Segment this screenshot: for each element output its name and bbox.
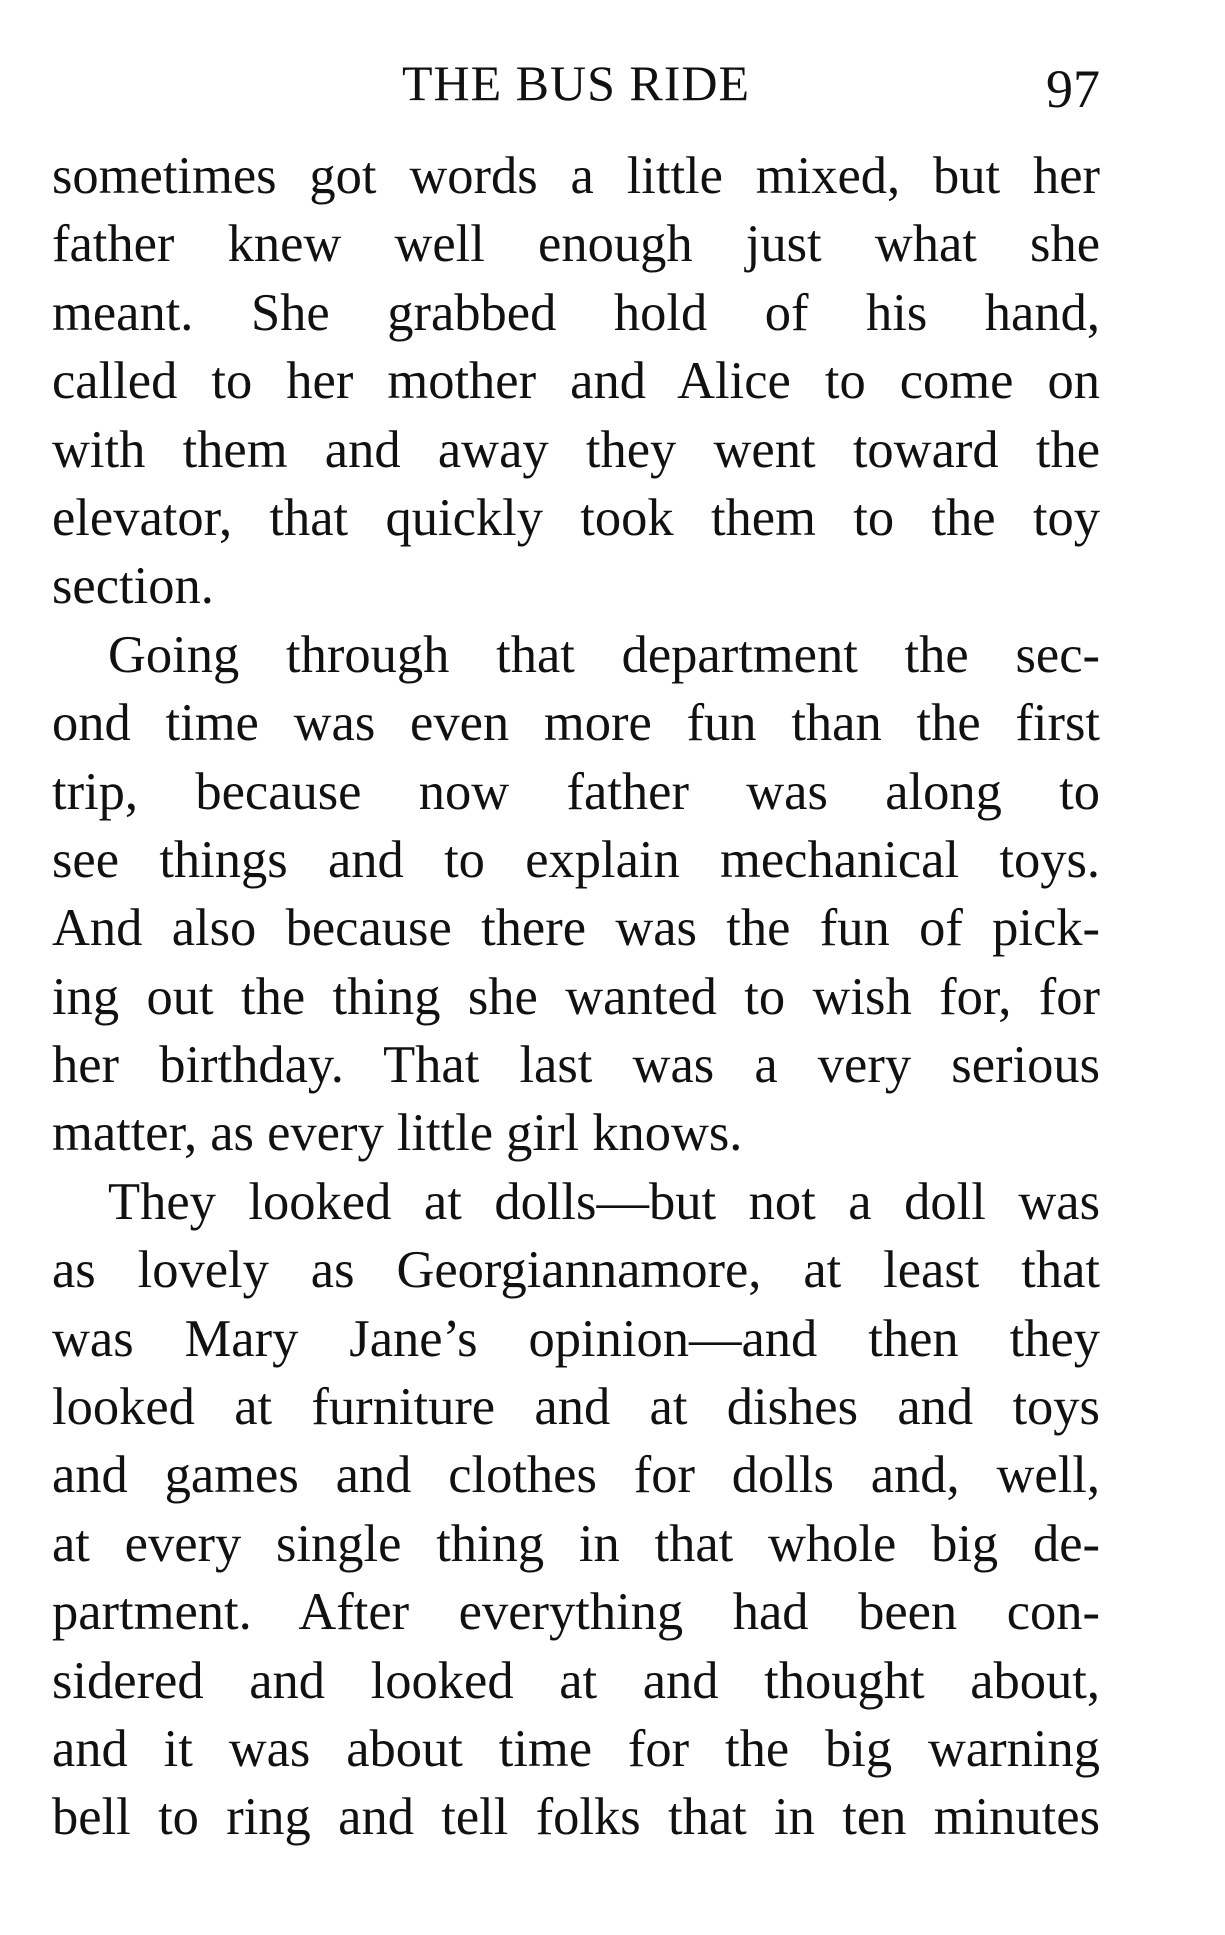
text-line: as lovely as Georgiannamore, at least that (52, 1241, 1100, 1300)
text-line: sometimes got words a little mixed, but her (52, 147, 1100, 205)
text-line: They looked at dolls—but not a doll was (108, 1172, 1100, 1231)
body-text (52, 142, 1100, 1852)
text-line: father knew well enough just what she (52, 215, 1100, 274)
text-line: matter, as every little girl knows. (52, 1104, 743, 1163)
text-line: ond time was even more fun than the first (52, 694, 1100, 753)
text-line: section. (52, 557, 214, 616)
text-line: and games and clothes for dolls and, well, (52, 1446, 1100, 1505)
chapter-title: THE BUS RIDE (401, 55, 751, 111)
text-line: looked at furniture and at dishes and toys (52, 1378, 1100, 1437)
text-line: at every single thing in that whole big de- (52, 1514, 1100, 1573)
text-line: was Mary Jane’s opinion—and then they (52, 1309, 1100, 1368)
text-line: trip, because now father was along to (52, 762, 1100, 821)
text-line: her birthday. That last was a very serious (52, 1036, 1100, 1095)
text-line: with them and away they went toward the (52, 420, 1100, 479)
text-line: elevator, that quickly took them to the toy (52, 488, 1100, 547)
text-line: and it was about time for the big warning (52, 1719, 1100, 1778)
running-head (52, 48, 1100, 118)
page-number: 97 (1046, 59, 1100, 119)
text-line: bell to ring and tell folks that in ten minutes (52, 1788, 1100, 1847)
text-line: called to her mother and Alice to come on (52, 352, 1100, 411)
text-line: meant. She grabbed hold of his hand, (52, 283, 1100, 342)
text-line: sidered and looked at and thought about, (52, 1651, 1100, 1710)
text-line: see things and to explain mechanical toys. (52, 830, 1100, 889)
text-line: partment. After everything had been con- (52, 1583, 1100, 1642)
text-line: ing out the thing she wanted to wish for, for (52, 967, 1100, 1026)
text-line: And also because there was the fun of pick- (52, 899, 1100, 958)
text-line: Going through that department the sec- (108, 625, 1100, 684)
